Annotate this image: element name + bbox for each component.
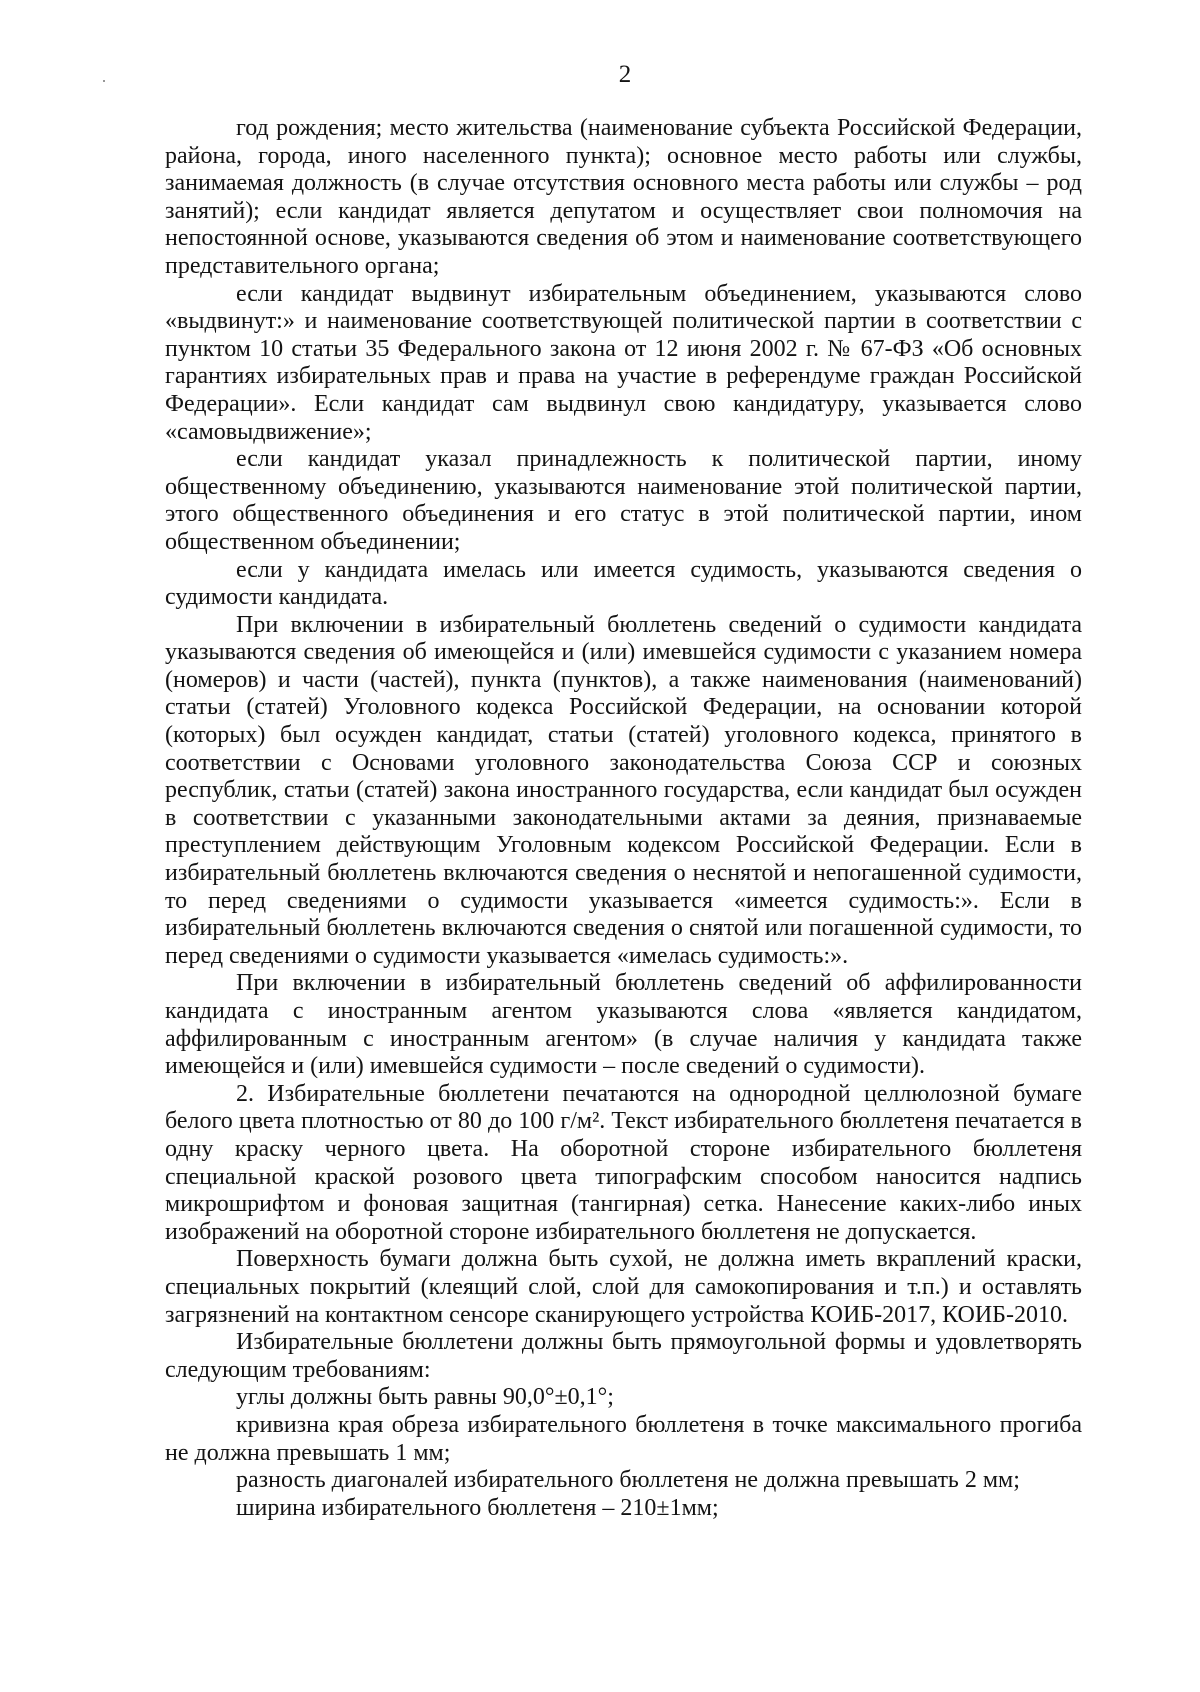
paragraph-foreign-agent-affiliation: При включении в избирательный бюллетень сведений об аффилированности кандидата с иностранным агентом указываются слова «является кандидатом, аффилированным с иностранным агентом» (в случае наличия у кандидата также имеющейся и (или) имевшейся судимости – после сведений о судимости).: [165, 970, 1082, 1080]
paragraph-ballot-paper-requirements: 2. Избирательные бюллетени печатаются на однородной целлюлозной бумаге белого цвета плотностью от 80 до 100 г/м². Текст избирательного бюллетеня печатается в одну краску черного цвета. На оборотной стороне избирательного бюллетеня специальной краской розового цвета типографским способом наносится надпись микрошрифтом и фоновая защитная (тангирная) сетка. Нанесение каких-либо иных изображений на оборотной стороне избирательного бюллетеня не допускается.: [165, 1080, 1082, 1245]
paragraph-ballot-width: ширина избирательного бюллетеня – 210±1мм;: [236, 1494, 719, 1521]
document-body: [165, 115, 1082, 1522]
paragraph-candidate-personal-info: год рождения; место жительства (наименование субъекта Российской Федерации, района, города, иного населенного пункта); основное место работы или службы, занимаемая должность (в случае отсутствия основного места работы или службы – род занятий); если кандидат является депутатом и осуществляет свои полномочия на непостоянной основе, указываются сведения об этом и наименование соответствующего представительного органа;: [165, 115, 1082, 279]
paragraph-edge-curvature: кривизна края обреза избирательного бюллетеня в точке максимального прогиба не должна превышать 1 мм;: [165, 1411, 1082, 1466]
paragraph-criminal-record: если у кандидата имелась или имеется судимость, указываются сведения о судимости кандидата.: [165, 556, 1082, 611]
page-number: 2: [618, 61, 632, 88]
paragraph-party-affiliation: если кандидат указал принадлежность к политической партии, иному общественному объединению, указываются наименование этой политической партии, этого общественного объединения и его статус в этой политической партии, ином общественном объединении;: [165, 446, 1082, 555]
paragraph-criminal-record-details: При включении в избирательный бюллетень сведений о судимости кандидата указываются сведения об имеющейся и (или) имевшейся судимости с указанием номера (номеров) и части (частей), пункта (пунктов), а также наименования (наименований) статьи (статей) Уголовного кодекса Российской Федерации, на основании которой (которых) был осужден кандидат, статьи (статей) уголовного кодекса, принятого в соответствии с Основами уголовного законодательства Союза ССР и союзных республик, статьи (статей) закона иностранного государства, если кандидат был осужден в соответствии с указанными законодательными актами за деяния, признаваемые преступлением действующим Уголовным кодексом Российской Федерации. Если в избирательный бюллетень включаются сведения о неснятой и непогашенной судимости, то перед сведениями о судимости указывается «имеется судимость:». Если в избирательный бюллетень включаются сведения о снятой или погашенной судимости, то перед сведениями о судимости указывается «имелась судимость:».: [165, 611, 1082, 969]
paragraph-corner-angles: углы должны быть равны 90,0°±0,1°;: [236, 1384, 614, 1411]
paragraph-diagonal-difference: разность диагоналей избирательного бюллетеня не должна превышать 2 мм;: [236, 1467, 1020, 1494]
paragraph-nominated-by-association: если кандидат выдвинут избирательным объединением, указываются слово «выдвинут:» и наименование соответствующей политической партии в соответствии с пунктом 10 статьи 35 Федерального закона от 12 июня 2002 г. № 67-ФЗ «Об основных гарантиях избирательных прав и права на участие в референдуме граждан Российской Федерации». Если кандидат сам выдвинул свою кандидатуру, указывается слово «самовыдвижение»;: [165, 280, 1082, 445]
paragraph-paper-surface: Поверхность бумаги должна быть сухой, не должна иметь вкраплений краски, специальных покрытий (клеящий слой, слой для самокопирования и т.п.) и оставлять загрязнений на контактном сенсоре сканирующего устройства КОИБ-2017, КОИБ-2010.: [165, 1246, 1082, 1328]
paragraph-ballot-shape: Избирательные бюллетени должны быть прямоугольной формы и удовлетворять следующим требованиям:: [165, 1329, 1082, 1383]
